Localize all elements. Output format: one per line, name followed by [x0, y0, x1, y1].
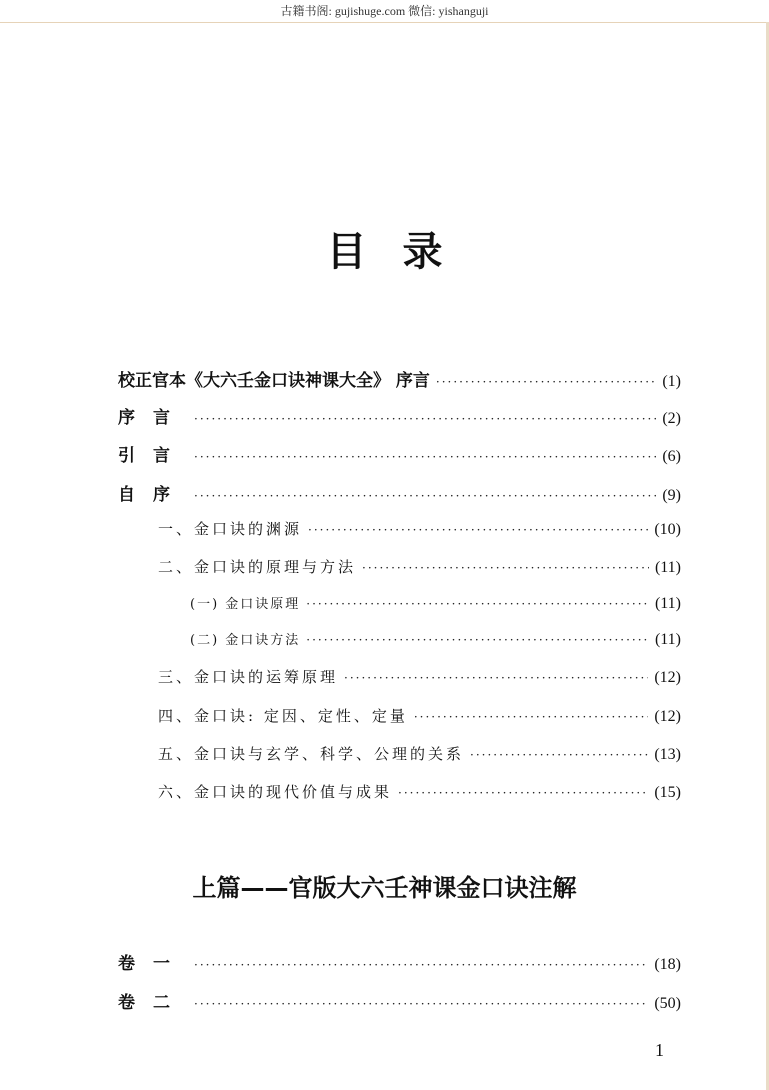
toc-entry[interactable] [158, 705, 681, 729]
toc-entry-page: (11) [654, 595, 681, 612]
toc-entry[interactable] [158, 781, 681, 805]
watermark-header: 古籍书阁: gujishuge.com 微信: yishanguji [0, 0, 769, 23]
toc-leader-dots [414, 710, 649, 724]
toc-entry[interactable] [118, 949, 681, 973]
toc-entry-label: (二) 金口诀方法 [190, 633, 301, 648]
toc-entry-label: 卷一 [118, 954, 188, 974]
toc-entry-page: (6) [662, 448, 681, 465]
toc-entry-label: 卷二 [118, 993, 188, 1013]
toc-entry[interactable] [118, 403, 681, 427]
toc-entry-label: 三、金口诀的运筹原理 [158, 668, 339, 686]
toc-leader-dots [194, 489, 656, 503]
page-number: 1 [655, 1040, 664, 1060]
toc-entry-page: (12) [654, 669, 681, 686]
toc-entry-label: 序言 [118, 408, 188, 428]
toc-entry-page: (15) [654, 784, 681, 801]
toc-leader-dots [194, 412, 656, 426]
toc-entry-page: (12) [654, 708, 681, 725]
toc-leader-dots [308, 523, 648, 537]
toc-entry-label: 六、金口诀的现代价值与成果 [158, 783, 393, 801]
page-title: 目录 [326, 229, 479, 275]
toc-leader-dots [436, 375, 656, 389]
toc-entry-label: (一) 金口诀原理 [190, 597, 301, 612]
toc-leader-dots [398, 786, 648, 800]
toc-entry[interactable] [158, 666, 681, 690]
toc-entry[interactable] [190, 593, 681, 617]
toc-entry-page: (1) [662, 373, 681, 390]
toc-entry[interactable] [190, 629, 681, 653]
toc-entry[interactable] [158, 556, 681, 580]
toc-entry-page: (50) [654, 995, 681, 1012]
toc-leader-dots [470, 748, 648, 762]
toc-entry-page: (11) [654, 631, 681, 648]
toc-leader-dots [194, 997, 648, 1011]
toc-leader-dots [344, 671, 648, 685]
section-title: 上篇——官版大六壬神课金口诀注解 [192, 874, 577, 902]
toc-entry-page: (9) [662, 487, 681, 504]
toc-entry-page: (11) [654, 559, 681, 576]
toc-entry-label: 校正官本《大六壬金口诀神课大全》 序言 [118, 371, 430, 391]
toc-entry-page: (18) [654, 956, 681, 973]
toc-entry-label: 二、金口诀的原理与方法 [158, 558, 357, 576]
toc-leader-dots [306, 633, 649, 647]
toc-entry[interactable] [158, 743, 681, 767]
toc-entry-label: 自序 [118, 485, 188, 505]
toc-leader-dots [362, 561, 649, 575]
toc-entry-label: 四、金口诀: 定因、定性、定量 [158, 707, 408, 725]
toc-entry-label: 五、金口诀与玄学、科学、公理的关系 [158, 745, 465, 763]
toc-entry-page: (10) [654, 521, 681, 538]
toc-leader-dots [306, 597, 649, 611]
toc-entry[interactable] [118, 480, 681, 504]
toc-entry-page: (13) [654, 746, 681, 763]
toc-entry[interactable] [118, 366, 681, 390]
toc-leader-dots [194, 450, 656, 464]
toc-entry-label: 引言 [118, 446, 188, 466]
toc-entry-label: 一、金口诀的渊源 [158, 520, 303, 538]
toc-leader-dots [194, 958, 648, 972]
toc-entry[interactable] [118, 441, 681, 465]
toc-entry[interactable] [118, 988, 681, 1012]
toc-entry-page: (2) [662, 410, 681, 427]
toc-entry[interactable] [158, 518, 681, 542]
